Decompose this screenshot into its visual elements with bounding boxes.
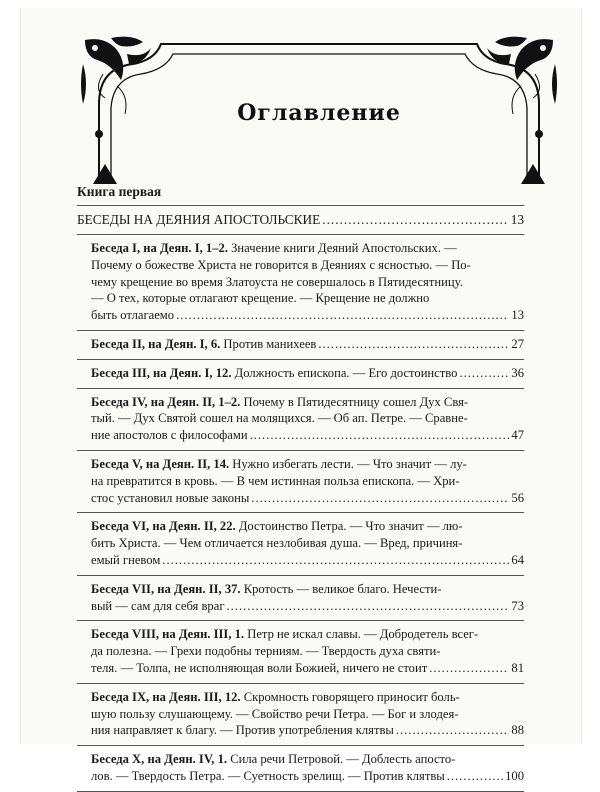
entry-last-text <box>91 660 427 677</box>
leader-dots <box>250 427 510 444</box>
book-label: Книга первая <box>77 184 162 199</box>
entry-last-text <box>91 427 248 444</box>
entry-description: шую пользу слушающему. — Свойство речи Петра. — Бог и злодея- <box>91 706 459 721</box>
page-number: 13 <box>511 308 524 323</box>
leader-dots <box>322 211 508 228</box>
entry-heading: Беседа X, на Деян. IV, 1. <box>91 752 228 767</box>
table-of-contents <box>77 184 524 792</box>
entry-last-line <box>91 598 524 615</box>
entry-last-text <box>91 365 457 382</box>
toc-entries <box>77 235 524 792</box>
page-number: 47 <box>511 428 524 443</box>
page-number: 81 <box>511 660 524 675</box>
entry-heading: Беседа VII, на Деян. II, 37. <box>91 581 241 596</box>
entry-description: быть отлагаемо <box>91 308 175 323</box>
entry-last-text <box>91 336 316 353</box>
entry-text-line <box>91 535 524 552</box>
entry-last-line <box>91 552 524 569</box>
page-number: 88 <box>511 723 524 738</box>
entry-last-line <box>91 722 524 739</box>
entry-last-text <box>91 552 160 569</box>
leader-dots <box>429 660 509 677</box>
entry-text-line <box>91 518 524 535</box>
entry-description: Петр не искал славы. — Добродетель всег- <box>244 627 479 642</box>
entry-last-line <box>91 336 524 353</box>
entry-text-line <box>91 240 524 257</box>
toc-entry <box>77 389 524 450</box>
page-number: 36 <box>511 365 524 380</box>
leader-dots <box>318 336 509 353</box>
entry-description: Должность епископа. — Его достоинство <box>231 365 458 380</box>
entry-heading: Беседа VI, на Деян. II, 22. <box>91 519 236 534</box>
entry-description: да полезна. — Грехи подобны терниям. — Твердость духа святи- <box>91 644 441 659</box>
entry-last-text <box>91 490 249 507</box>
entry-text-line <box>91 274 524 291</box>
entry-description: Кротость — великое благо. Нечести- <box>240 581 442 596</box>
entry-text-line <box>91 626 524 643</box>
toc-entry <box>77 684 524 745</box>
entry-heading: Беседа IV, на Деян. II, 1–2. <box>91 394 241 409</box>
entry-description: Почему о божестве Христа не говорится в Деяниях с ясностью. — По- <box>91 257 471 272</box>
entry-description: Сила речи Петровой. — Доблесть апосто- <box>227 752 456 767</box>
entry-description: чему крещение во время Златоуста не совершалось в Пятидесятницу. <box>91 274 463 289</box>
entry-last-text <box>91 598 225 615</box>
entry-heading: Беседа I, на Деян. I, 1–2. <box>91 241 228 255</box>
toc-entry <box>77 746 524 791</box>
entry-text-line <box>91 706 524 723</box>
entry-description: емый гневом <box>91 552 161 567</box>
page-number: 100 <box>505 768 524 783</box>
entry-last-line <box>91 307 524 324</box>
entry-description: лов. — Твердость Петра. — Суетность зрелищ. — Против клятвы <box>91 768 445 783</box>
page-title: Оглавление <box>237 100 401 126</box>
toc-entry <box>77 621 524 682</box>
toc-entry <box>77 451 524 512</box>
ornamental-header-frame <box>81 34 557 184</box>
entry-last-text <box>91 722 394 739</box>
entry-text-line <box>91 257 524 274</box>
entry-description: теля. — Толпа, не исполняющая воли Божией, ничего не стоит <box>91 660 428 675</box>
entry-description: Скромность говорящего приносит боль- <box>240 689 460 704</box>
entry-description: Почему в Пятидесятницу сошел Дух Свя- <box>240 394 469 409</box>
entry-heading: Беседа IX, на Деян. III, 12. <box>91 689 241 704</box>
leader-dots <box>176 307 509 324</box>
entry-description: Достоинство Петра. — Что значит — лю- <box>235 519 463 534</box>
section-title: БЕСЕДЫ НА ДЕЯНИЯ АПОСТОЛЬСКИЕ <box>77 212 321 227</box>
entry-last-line <box>91 768 524 785</box>
entry-text-line <box>91 751 524 768</box>
leader-dots <box>396 722 510 739</box>
leader-dots <box>227 598 510 615</box>
entry-heading: Беседа III, на Деян. I, 12. <box>91 365 232 380</box>
entry-last-line <box>91 365 524 382</box>
entry-text-line <box>91 473 524 490</box>
entry-description: Против манихеев <box>220 336 317 351</box>
toc-entry <box>77 513 524 574</box>
entry-description: стос установил новые законы <box>91 490 250 505</box>
leader-dots <box>162 552 509 569</box>
toc-entry <box>77 576 524 621</box>
page-number: 27 <box>511 336 524 351</box>
entry-text-line <box>91 456 524 473</box>
entry-last-line <box>91 490 524 507</box>
entry-description: на превратится в кровь. — В чем истинная польза епископа. — Хри- <box>91 473 460 488</box>
leader-dots <box>459 365 509 382</box>
leader-dots <box>447 768 503 785</box>
leader-dots <box>251 490 509 507</box>
entry-description: Нужно избегать лести. — Что значит — лу- <box>229 456 467 471</box>
entry-description: бить Христа. — Чем отличается незлобивая душа. — Вред, причиня- <box>91 536 463 551</box>
page-number: 73 <box>511 598 524 613</box>
entry-heading: Беседа II, на Деян. I, 6. <box>91 336 221 351</box>
entry-description: ния направляет к благу. — Против употребления клятвы <box>91 723 394 738</box>
toc-entry <box>77 331 524 359</box>
entry-heading: Беседа VIII, на Деян. III, 1. <box>91 627 245 642</box>
entry-description: вый — сам для себя враг <box>91 598 225 613</box>
entry-text-line <box>91 581 524 598</box>
entry-description: Значение книги Деяний Апостольских. — <box>227 241 457 255</box>
entry-text-line <box>91 689 524 706</box>
entry-text-line <box>91 643 524 660</box>
entry-text-line <box>91 410 524 427</box>
page-number: 64 <box>511 552 524 567</box>
entry-last-text <box>91 307 174 324</box>
entry-heading: Беседа V, на Деян. II, 14. <box>91 456 230 471</box>
entry-description: — О тех, которые отлагают крещение. — Крещение не должно <box>91 291 430 306</box>
section-page-number: 13 <box>510 212 524 227</box>
entry-text-line <box>91 290 524 307</box>
entry-last-line <box>91 427 524 444</box>
entry-description: тый. — Дух Святой сошел на молящихся. — Об ап. Петре. — Сравне- <box>91 411 468 426</box>
toc-section <box>77 206 524 234</box>
entry-last-line <box>91 660 524 677</box>
toc-entry <box>77 235 524 330</box>
entry-last-text <box>91 768 445 785</box>
entry-description: ние апостолов с философами <box>91 428 248 443</box>
page-number: 56 <box>511 490 524 505</box>
toc-entry <box>77 360 524 388</box>
book-page <box>20 8 582 783</box>
entry-text-line <box>91 394 524 411</box>
